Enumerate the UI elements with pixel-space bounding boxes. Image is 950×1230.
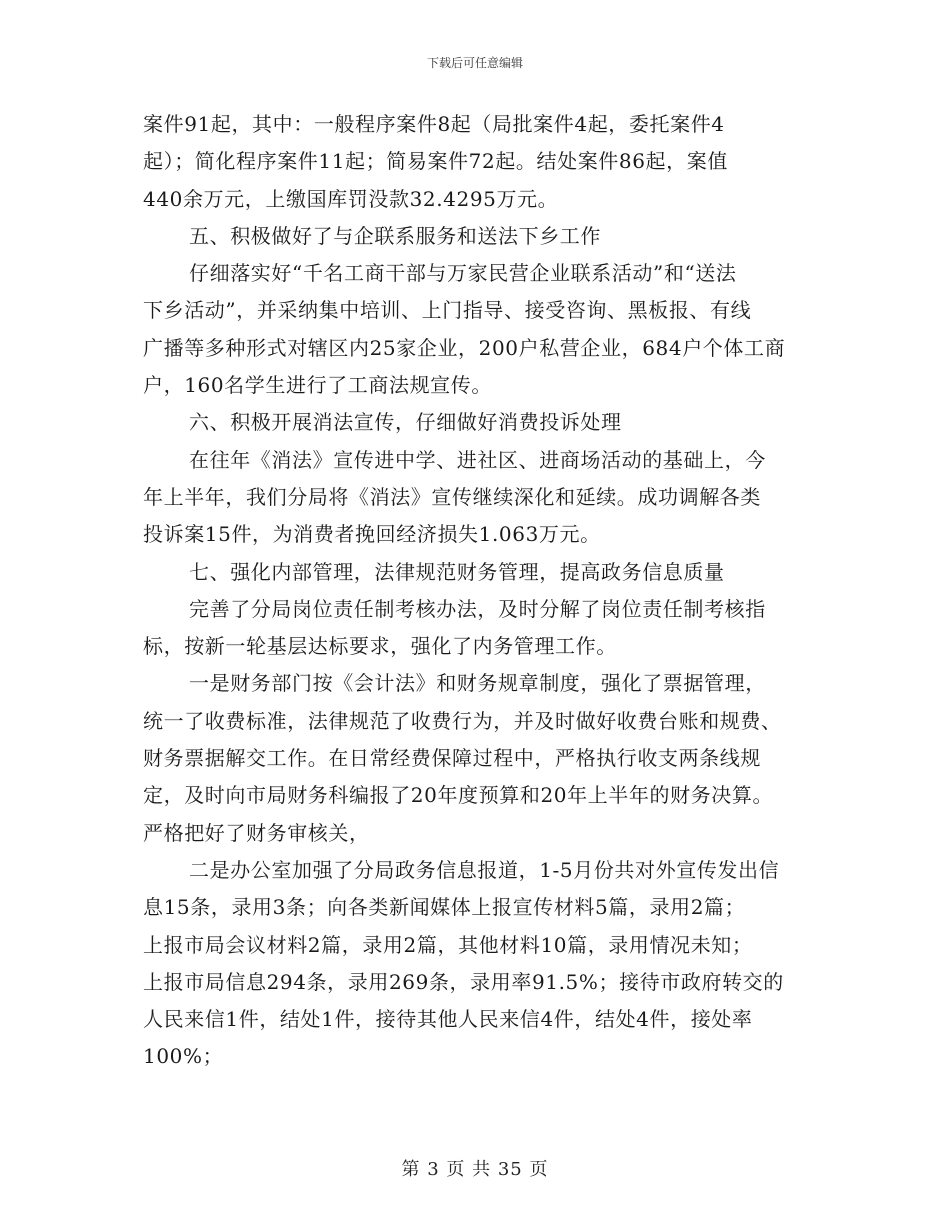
text-line: 年上半年，我们分局将《消法》宣传继续深化和延续。成功调解各类: [143, 484, 761, 509]
text-line: 二是办公室加强了分局政务信息报道，1-5月份共对外宣传发出信: [189, 857, 780, 882]
text-line: 100%；: [143, 1044, 224, 1069]
text-line: 户，160名学生进行了工商法规宣传。: [143, 373, 492, 398]
text-line: 定，及时向市局财务科编报了20年度预算和20年上半年的财务决算。: [143, 783, 774, 808]
text-line: 六、积极开展消法宣传，仔细做好消费投诉处理: [189, 410, 622, 435]
text-line: 严格把好了财务审核关，: [143, 820, 370, 845]
text-line: 五、积极做好了与企联系服务和送法下乡工作: [189, 223, 601, 248]
text-line: 七、强化内部管理，法律规范财务管理，提高政务信息质量: [189, 559, 725, 584]
text-line: 人民来信1件，结处1件，接待其他人民来信4件，结处4件，接处率: [143, 1007, 753, 1032]
text-line: 投诉案15件，为消费者挽回经济损失1.063万元。: [143, 522, 601, 547]
text-line: 在往年《消法》宣传进中学、进社区、进商场活动的基础上，今: [189, 447, 766, 472]
text-line: 一是财务部门按《会计法》和财务规章制度，强化了票据管理，: [189, 671, 766, 696]
text-line: 440余万元，上缴国库罚没款32.4295万元。: [143, 186, 559, 211]
text-line: 起）；简化程序案件11起；简易案件72起。结处案件86起，案值: [143, 149, 728, 174]
text-line: 上报市局信息294条，录用269条，录用率91.5%；接待市政府转交的: [143, 969, 784, 994]
text-line: 统一了收费标准，法律规范了收费行为，并及时做好收费台账和规费、: [143, 708, 782, 733]
text-line: 上报市局会议材料2篇，录用2篇，其他材料10篇，录用情况未知；: [143, 932, 753, 957]
document-body: [143, 106, 813, 1076]
text-line: 标，按新一轮基层达标要求，强化了内务管理工作。: [143, 634, 617, 659]
page-header: 下载后可任意编辑: [426, 56, 523, 70]
text-line: 仔细落实好“千名工商干部与万家民营企业联系活动”和“送法: [189, 261, 737, 286]
text-line: 广播等多种形式对辖区内25家企业，200户私营企业，684户个体工商: [143, 335, 786, 360]
text-line: 案件91起，其中：一般程序案件8起（局批案件4起，委托案件4: [143, 112, 725, 136]
text-line: 财务票据解交工作。在日常经费保障过程中，严格执行收支两条线规: [143, 746, 761, 771]
text-line: 完善了分局岗位责任制考核办法，及时分解了岗位责任制考核指: [189, 596, 766, 621]
page-footer: 第 3 页 共 35 页: [401, 1159, 549, 1180]
text-line: 息15条，录用3条；向各类新闻媒体上报宣传材料5篇，录用2篇；: [143, 895, 746, 920]
text-line: 下乡活动”，并采纳集中培训、上门指导、接受咨询、黑板报、有线: [143, 298, 752, 323]
